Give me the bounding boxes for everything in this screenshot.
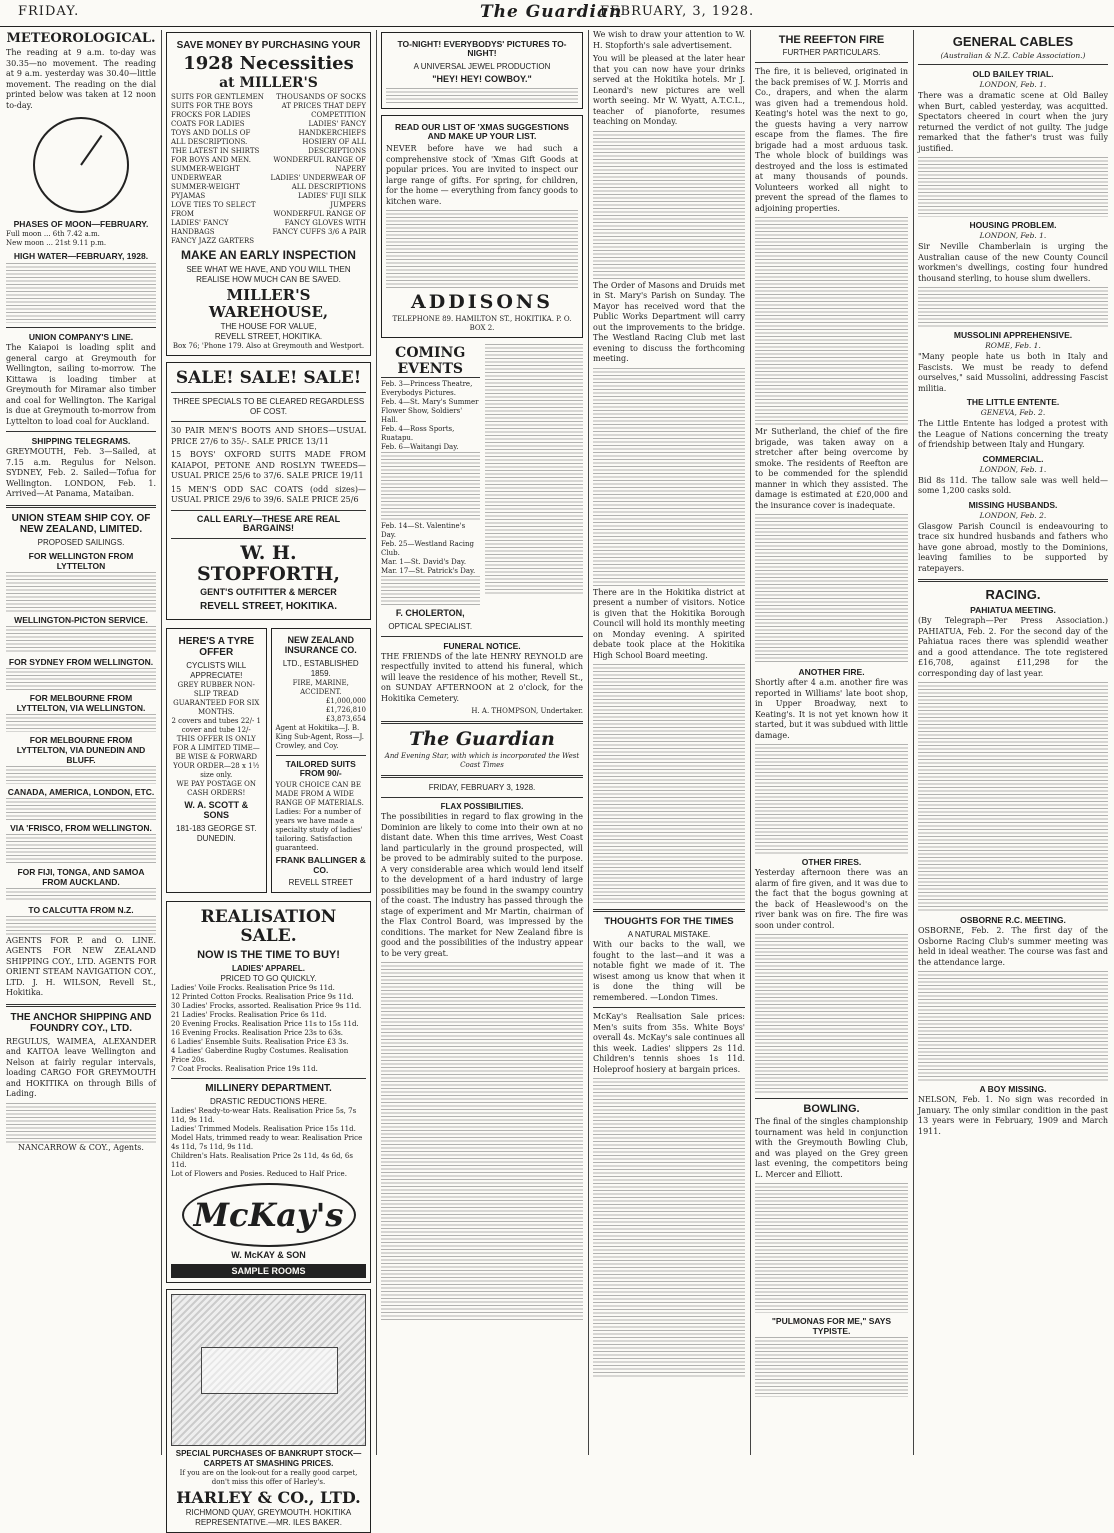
anchor-text: REGULUS, WAIMEA, ALEXANDER and KAITOA leave Wellington and Nelson at fairly regular intervals, loading CARGO FOR GREYMOUTH and HOKITIKA on through Bills of Lading. (6, 1036, 156, 1099)
sale-item: 15 MEN'S ODD SAC COATS (odd sizes)—USUAL PRICE 29/6 to 39/6. SALE PRICE 25/6 (171, 484, 366, 505)
addisons-advert (381, 115, 583, 339)
xmas-text: NEVER before have we had such a comprehensive stock of 'Xmas Gift Goods at popular prices. You are invited to inspect our large range of gifts. For spring, for children, for the home — everything from fancy goods to kitchen ware. (386, 144, 578, 206)
tyre-price: 2 covers and tubes 22/- 1 cover and tube 12/- (171, 717, 262, 735)
millers-box: Box 76; 'Phone 179. Also at Greymouth and Westport. (172, 342, 365, 351)
millinery-subtitle: DRASTIC REDUCTIONS HERE. (210, 1096, 327, 1106)
cable-dateline: ROME, Feb. 1. (985, 341, 1041, 350)
millers-right-list: THOUSANDS OF SOCKS AT PRICES THAT DEFY COMPETITION LADIES' FANCY HANDKERCHIEFS HOSIERY OF ALL DESCRIPTIONS WONDERFUL RANGE OF NAPERY LADIES' UNDERWEAR OF ALL DESCRIPTIONS LADIES' FUJI SILK JUMPERS WONDERFUL RANGE OF FANCY GLOVES WITH FANCY CUFFS 3/6 A PAIR (270, 93, 366, 237)
barometer-dial-icon (33, 117, 129, 213)
masthead (0, 0, 1114, 27)
cable-heading: COMMERCIAL. (982, 453, 1044, 464)
stopforth-name: W. H. STOPFORTH, (197, 542, 340, 586)
realisation-item: 12 Printed Cotton Frocks. Realisation Price 9s 11d. (171, 992, 354, 1001)
millers-at: at MILLER'S (219, 74, 318, 91)
column-5 (755, 30, 908, 1463)
sale-call: CALL EARLY—THESE ARE REAL BARGAINS! (196, 513, 341, 534)
column-4 (593, 30, 745, 1463)
scott-address: 181-183 GEORGE ST. DUNEDIN. (176, 823, 257, 843)
harley-name: HARLEY & CO., LTD. (176, 1487, 361, 1507)
meteorological-text: The reading at 9 a.m. to-day was 30.35—no movement. The reading at 9 a.m. yesterday was 30.40—little movement. The reading on the dial printed below was taken at 12 noon to-day. (6, 48, 156, 110)
film-subtitle: A UNIVERSAL JEWEL PRODUCTION (413, 61, 551, 71)
guardian-nameplate: The Guardian (409, 728, 555, 751)
tyre-title: HERE'S A TYRE OFFER (178, 636, 255, 659)
realisation-item: 7 Coat Frocks. Realisation Price 19s 11d. (171, 1064, 318, 1073)
event-item: Mar. 17—St. Patrick's Day. (381, 566, 476, 575)
other-fires-text: Yesterday afternoon there was an alarm of fire given, and it was due to the fact that the bogus gowning at the back of Heaslewood's on the river bank was on fire. The fire was soon under control. (755, 868, 908, 930)
insurance-figure: £3,873,654 (325, 714, 366, 723)
column-6-7-wrapper (918, 30, 1108, 1463)
agents-text: AGENTS FOR P. and O. LINE. AGENTS FOR NEW ZEALAND SHIPPING COY., LTD. AGENTS FOR ORIENT STEAM NAVIGATION COY., LTD. J. H. WILSON, Revell St., Hokitika. (6, 935, 156, 998)
film-title: TO-NIGHT! EVERYBODYS' PICTURES TO-NIGHT! (397, 39, 567, 59)
harley-text: If you are on the look-out for a really good carpet, don't miss this offer of Harley's. (179, 1468, 358, 1486)
millers-see: SEE WHAT WE HAVE, AND YOU WILL THEN REALISE HOW MUCH CAN BE SAVED. (186, 265, 351, 285)
stopforth-tagline: GENT'S OUTFITTER & MERCER (200, 587, 337, 598)
general-cables-source: (Australian & N.Z. Cable Association.) (940, 51, 1086, 60)
sailing-item: FOR SYDNEY FROM WELLINGTON. (8, 656, 154, 667)
sailing-item: TO CALCUTTA FROM N.Z. (28, 904, 134, 915)
realisation-item: 20 Evening Frocks. Realisation Price 11s to 15s 11d. (171, 1019, 359, 1028)
another-fire-text: Shortly after 4 a.m. another fire was reported in Williams' late boot shop, in Upper Broadway, next to Keating's. It is not yet known how it started, but it was subdued with little damage. (755, 678, 908, 740)
mckays-logo: McKay's (182, 1183, 356, 1247)
thoughts-heading: THOUGHTS FOR THE TIMES (604, 916, 734, 927)
sailing-item: FOR FIJI, TONGA, AND SAMOA FROM AUCKLAND. (17, 866, 145, 887)
harley-advert (166, 1289, 371, 1533)
realisation-item: 16 Evening Frocks. Realisation Price 23s to 63s. (171, 1028, 344, 1037)
millers-warehouse: MILLER'S WAREHOUSE, (208, 286, 329, 321)
other-fires-heading: OTHER FIRES. (801, 857, 862, 867)
millinery-item: Children's Hats. Realisation Price 2s 11d, 4s 6d, 6s 11d. (171, 1151, 353, 1169)
anchor-agent: NANCARROW & COY., Agents. (18, 1142, 144, 1152)
tailor-title: TAILORED SUITS FROM 90/- (285, 758, 356, 779)
funeral-heading: FUNERAL NOTICE. (443, 640, 521, 651)
insurance-agent: Agent at Hokitika—J. B. King Sub-Agent, Ross—J. Crowley, and Coy. (275, 723, 364, 750)
tyre-advert (166, 628, 267, 893)
insurance-text: FIRE, MARINE, ACCIDENT. (292, 678, 349, 696)
cholerton-name: F. CHOLERTON, (395, 607, 465, 618)
cable-dateline: LONDON, Feb. 1. (979, 464, 1047, 474)
event-item: Mar. 1—St. David's Day. (381, 557, 467, 566)
cable-text: Bid 8s 11d. The tallow sale was well held—some 1,200 casks sold. (918, 475, 1108, 495)
nz-insurance-advert (271, 628, 372, 893)
boy-missing-text: NELSON, Feb. 1. No sign was recorded in January. The only similar condition in the past 13 years were in February, 1909 and March 1911. (918, 1095, 1108, 1136)
millinery-item: Lot of Flowers and Posies. Reduced to Half Price. (171, 1169, 347, 1178)
ballinger-address: REVELL STREET (288, 878, 353, 888)
cable-text: There was a dramatic scene at Old Bailey when Burt, cabled yesterday, was acquitted. Spectators cheered in court when the jury returned the verdict of not guilty. The judge remarked that the father's trust was fully justified. (918, 91, 1108, 153)
harley-subtitle: SPECIAL PURCHASES OF BANKRUPT STOCK—CARPETS AT SMASHING PRICES. (175, 1448, 362, 1468)
pictures-advert (381, 32, 583, 109)
column-2 (166, 30, 371, 1528)
realisation-item: Ladies' Voile Frocks. Realisation Price 9s 11d. (171, 983, 335, 992)
cable-text: Sir Neville Chamberlain is urging the Australian cause of the new County Council workmen's dwellings, costing four hundred thousand sterling, to house slum dwellers. (918, 242, 1108, 283)
addisons-name: ADDISONS (411, 291, 553, 314)
masthead-date: FEBRUARY, 3, 1928. (600, 4, 755, 19)
millers-house: THE HOUSE FOR VALUE, (220, 322, 317, 332)
millinery-title: MILLINERY DEPARTMENT. (205, 1082, 332, 1094)
millers-advert (166, 32, 371, 356)
osborne-text: OSBORNE, Feb. 2. The first day of the Osborne Racing Club's summer meeting was held in ideal weather. The course was fast and the attendance large. (918, 926, 1108, 967)
xmas-title: READ OUR LIST OF 'XMAS SUGGESTIONS AND MAKE UP YOUR LIST. (395, 121, 569, 141)
cable-heading: OLD BAILEY TRIAL. (972, 69, 1054, 79)
cable-text: Glasgow Parish Council is endeavouring to trace six hundred husbands and fathers who have gone abroad, mostly to the Dominions, leaving families to be supported by ratepayers. (918, 521, 1108, 573)
scott-name: W. A. SCOTT & SONS (184, 800, 249, 820)
realisation-subtitle: NOW IS THE TIME TO BUY! (197, 948, 340, 961)
coming-events-block (381, 344, 480, 632)
guardian-subtitle: And Evening Star, with which is incorporated the West Coast Times (384, 752, 580, 770)
realisation-item: 21 Ladies' Frocks. Realisation Price 6s 11d. (171, 1010, 327, 1019)
stopforth-address: REVELL STREET, HOKITIKA. (199, 601, 338, 613)
racing-text: (By Telegraph—Per Press Association.) PAHIATUA, Feb. 2. For the second day of the Pahiatua races there was splendid weather and a good attendance. The tote registered £16,708, against £11,298 for the corresponding day of last year. (918, 616, 1108, 678)
uss-heading: UNION STEAM SHIP COY. OF NEW ZEALAND, LIMITED. (11, 512, 151, 535)
boy-missing-heading: A BOY MISSING. (979, 1084, 1047, 1094)
shipping-telegrams-text: GREYMOUTH, Feb. 3—Sailed, at 7.15 a.m. Regulus for Nelson. SYDNEY, Feb. 2. Sailed—Tofua for Wellington. LONDON, Feb. 1. Arrived—At Panama, Mataiban. (6, 447, 156, 499)
pulmonas-heading: "PULMONAS FOR ME," SAYS TYPISTE. (771, 1316, 892, 1336)
uss-subheading: PROPOSED SAILINGS. (37, 537, 125, 547)
racing-subheading: PAHIATUA MEETING. (970, 605, 1056, 615)
high-water-heading: HIGH WATER—FEBRUARY, 1928. (13, 251, 149, 262)
moon-phases-heading: PHASES OF MOON—FEBRUARY. (13, 219, 149, 230)
sailing-item: WELLINGTON-PICTON SERVICE. (14, 614, 148, 625)
event-item: Feb. 4—St. Mary's Summer Flower Show, Soldiers' Hall. (381, 397, 479, 424)
realisation-item: 6 Ladies' Ensemble Suits. Realisation Price £3 3s. (171, 1037, 349, 1046)
leader-title: FLAX POSSIBILITIES. (440, 802, 524, 812)
bowling-heading: BOWLING. (803, 1103, 860, 1115)
insurance-figure: £1,726,810 (325, 705, 366, 714)
sailing-item: CANADA, AMERICA, LONDON, ETC. (7, 786, 155, 797)
mckay-son: W. McKAY & SON (231, 1249, 306, 1260)
sample-rooms: SAMPLE ROOMS (171, 1264, 366, 1278)
tyre-text: GREY RUBBER NON-SLIP TREAD GUARANTEED FOR SIX MONTHS. (173, 681, 260, 717)
stopforth-notice: We wish to draw your attention to W. H. Stopforth's sale advertisement. (593, 30, 745, 50)
addisons-address: TELEPHONE 89. HAMILTON ST., HOKITIKA. P. O. BOX 2. (392, 315, 572, 333)
millinery-item: Ladies' Trimmed Models. Realisation Price 15s 11d. (171, 1124, 356, 1133)
sailing-item: VIA 'FRISCO, FROM WELLINGTON. (10, 822, 152, 833)
realisation-priced: PRICED TO GO QUICKLY. (220, 973, 317, 983)
reefton-fire-subheading: FURTHER PARTICULARS. (782, 48, 881, 57)
funeral-text: THE FRIENDS of the late HENRY REYNOLD are respectfully invited to attend his funeral, which will leave the residence of his mother, Revell St., on SUNDAY AFTERNOON at 2 o'clock, for the Hokitika Cemetery. (381, 651, 583, 703)
cable-heading: MISSING HUSBANDS. (968, 499, 1058, 510)
moon-row: New moon ... 21st 9.11 p.m. (6, 239, 107, 248)
tyre-postage: WE PAY POSTAGE ON CASH ORDERS! (176, 780, 257, 798)
shipping-telegrams-heading: SHIPPING TELEGRAMS. (31, 436, 131, 447)
reefton-fire-text: The fire, it is believed, originated in the back premises of W. J. Morris and Co., drapers, and when the alarm was given had a tremendous hold. Keating's hotel was the next to go, the guests having a very narrow escape from the flames. The fire brigade had a most arduous task. The whole block of buildings was destroyed and the loss is estimated at many thousands of pounds. Volunteers worked all night to prevent the spread of the flames to adjoining properties. (755, 67, 908, 213)
carpet-illustration (171, 1294, 366, 1446)
realisation-sale-advert (166, 901, 371, 1282)
sale-subtitle: THREE SPECIALS TO BE CLEARED REGARDLESS OF COST. (172, 397, 365, 417)
reefton-fire-text: Mr Sutherland, the chief of the fire brigade, was taken away on a stretcher after being overcome by smoke. The residents of Reefton are to be commended for the splendid manner in which they assisted. The damage is estimated at £20,000 and the insurance cover is inadequate. (755, 427, 908, 510)
cable-heading: THE LITTLE ENTENTE. (966, 397, 1060, 407)
millinery-item: Ladies' Ready-to-wear Hats. Realisation Price 5s, 7s 11d, 9s 11d. (171, 1106, 357, 1124)
osborne-heading: OSBORNE R.C. MEETING. (960, 915, 1066, 925)
ballinger-name: FRANK BALLINGER & CO. (275, 855, 366, 875)
coming-events-heading: COMING EVENTS (381, 346, 480, 378)
event-item: Feb. 25—Westland Racing Club. (381, 539, 475, 557)
column-3 (381, 30, 583, 1463)
sale-title: SALE! SALE! SALE! (175, 368, 362, 389)
realisation-title: REALISATION SALE. (200, 907, 337, 946)
leader-date: FRIDAY, FEBRUARY 3, 1928. (428, 783, 536, 793)
local-news: There are in the Hokitika district at present a number of visitors. Notice is given that the Hokitika Borough Council will hold its monthly meeting on Monday evening. A spirited debate took place at the Hokitika High School Board meeting. (593, 587, 745, 660)
realisation-item: 4 Ladies' Gaberdine Rugby Costumes. Realisation Price 20s. (171, 1046, 349, 1064)
cable-dateline: LONDON, Feb. 1. (979, 80, 1047, 89)
masthead-paper-name: The Guardian (480, 2, 623, 22)
film-name: "HEY! HEY! COWBOY." (432, 73, 532, 84)
general-cables-heading: GENERAL CABLES (952, 34, 1074, 49)
realisation-ladies: LADIES' APPAREL. (231, 963, 306, 973)
tailor-text: YOUR CHOICE CAN BE MADE FROM A WIDE RANGE OF MATERIALS. Ladies: For a number of years we have made a specialty study of ladies' tailoring. Satisfaction guaranteed. (275, 781, 364, 853)
tyre-limit: THIS OFFER IS ONLY FOR A LIMITED TIME—BE WISE & FORWARD YOUR ORDER—28 x 1½ size only. (172, 735, 260, 780)
thoughts-subheading: A NATURAL MISTAKE. (627, 930, 711, 940)
sailing-item: FOR MELBOURNE FROM LYTTELTON, VIA WELLINGTON. (16, 692, 146, 713)
small-ads: McKay's Realisation Sale prices: Men's suits from 35s. White Boys' overall 4s. McKay's sale continues all this week. Ladies' slippers 2s 11d. Children's tennis shoes 1s 11d. Holeproof hosiery at bargain prices. (593, 1012, 745, 1074)
sailing-item: FOR WELLINGTON FROM LYTTELTON (28, 550, 134, 571)
bowling-text: The final of the singles championship tournament was held in conjunction with the Greymouth Bowling Club, and was played on the Grey green last evening, the competitors being L. Mercer and Elliott. (755, 1117, 908, 1179)
anchor-heading: THE ANCHOR SHIPPING AND FOUNDRY COY., LTD. (10, 1011, 152, 1034)
insurance-title: NEW ZEALAND INSURANCE CO. (284, 635, 357, 655)
cable-dateline: GENEVA, Feb. 2. (980, 408, 1046, 417)
sale-item: 15 BOYS' OXFORD SUITS MADE FROM KAIAPOI, PETONE AND ROSLYN TWEEDS—USUAL PRICE 25/6 to 37/6. SALE PRICE 19/11 (171, 450, 366, 481)
cholerton-subtitle: OPTICAL SPECIALIST. (388, 621, 473, 631)
meteorological-heading: METEOROLOGICAL. (6, 31, 156, 46)
racing-heading: RACING. (985, 587, 1041, 602)
union-company-heading: UNION COMPANY'S LINE. (28, 332, 134, 343)
millers-title: SAVE MONEY BY PURCHASING YOUR (176, 40, 361, 51)
local-notices: You will be pleased at the later hear that you can now have your drinks served at the Hokitika hotels. Mr J. Leonard's new pictures are well worth seeing. Mr W. Wyatt, A.T.C.L., teacher of pianoforte, resumes teaching on Monday. (593, 54, 745, 126)
sailing-item: FOR MELBOURNE FROM LYTTELTON, VIA DUNEDIN AND BLUFF. (16, 734, 146, 765)
millers-headline: 1928 Necessities (183, 53, 354, 74)
realisation-item: 30 Ladies' Frocks, assorted. Realisation Price 9s 11d. (171, 1001, 362, 1010)
cable-text: "Many people hate us both in Italy and Fascists. We must be ready to defend ourselves," said Mussolini, addressing Fascist militia. (918, 352, 1108, 393)
leader-text: The possibilities in regard to flax growing in the Dominion are likely to come into their own at no distant date. When this time arrives, West Coast land particularly in the ground prospected, will be proved to be admirably suited to the purpose. A very considerable area which would lend itself to the development of a hard industry of large possibilities may be found in the swampy country of the coast. The industry has passed through the stage of experiment and Mr Martin, chairman of the Flax Control Board, was impressed by the conditions. The market for New Zealand fibre is good and the possibilities of the industry appear to be very great. (381, 812, 583, 958)
sale-item: 30 PAIR MEN'S BOOTS AND SHOES—USUAL PRICE 27/6 to 35/-. SALE PRICE 13/11 (171, 426, 366, 446)
event-item: Feb. 14—St. Valentine's Day. (381, 521, 466, 539)
another-fire-heading: ANOTHER FIRE. (798, 667, 865, 677)
column-1 (6, 30, 156, 1463)
cable-dateline: LONDON, Feb. 1. (979, 231, 1047, 240)
local-news: The Order of Masons and Druids met in St. Mary's Parish on Sunday. The Mayor has received word that the Public Works Department will carry out the improvements to the bridge. The Westland Racing Club met last evening to discuss the forthcoming meeting. (593, 280, 745, 363)
insurance-figure: £1,000,000 (325, 696, 366, 705)
millers-address: REVELL STREET, HOKITIKA. (214, 332, 323, 342)
millinery-item: Model Hats, trimmed ready to wear. Realisation Price 4s 11d, 7s 11d, 9s 11d. (171, 1133, 363, 1151)
moon-row: Full moon ... 6th 7.42 a.m. (6, 230, 100, 239)
insurance-subtitle: LTD., ESTABLISHED 1859. (282, 658, 359, 678)
union-company-text: The Kaiapoi is loading split and general cargo at Greymouth for Wellington, sailing to-morrow. The Kittawa is loading timber at Greymouth for Miramar also timber and coal for Wellington. The Karigal is due at Greymouth to-morrow from Lyttelton to load coal for Auckland. (6, 343, 156, 426)
harley-address: RICHMOND QUAY, GREYMOUTH. HOKITIKA REPRESENTATIVE.—MR. ILES BAKER. (185, 1508, 352, 1528)
reefton-fire-heading: THE REEFTON FIRE (778, 34, 885, 46)
cable-heading: MUSSOLINI APPREHENSIVE. (953, 330, 1073, 340)
stopforth-advert (166, 362, 371, 620)
community-notes (485, 344, 584, 632)
event-item: Feb. 4—Ross Sports, Ruatapu. (381, 424, 455, 442)
cable-dateline: LONDON, Feb. 2. (979, 510, 1047, 520)
masthead-day: FRIDAY. (18, 4, 80, 19)
tyre-subtitle: CYCLISTS WILL APPRECIATE! (186, 661, 247, 681)
thoughts-text: With our backs to the wall, we fought to the last—and it was a notable fight we made of it. The wisest among us know that when it is done the thing will be remembered. —London Times. (593, 940, 745, 1002)
cable-text: The Little Entente has lodged a protest with the League of Nations concerning the treaty of friendship between Italy and Hungary. (918, 419, 1108, 449)
millers-left-list: SUITS FOR GENTLEMEN SUITS FOR THE BOYS FROCKS FOR LADIES COATS FOR LADIES TOYS AND DOLLS OF ALL DESCRIPTIONS. THE LATEST IN SHIRTS FOR BOYS AND MEN. SUMMER-WEIGHT UNDERWEAR SUMMER-WEIGHT PYJAMAS LOVE TIES TO SELECT FROM LADIES' FANCY HANDBAGS FANCY JAZZ GARTERS (171, 93, 264, 246)
tide-table (6, 263, 156, 323)
undertaker: H. A. THOMPSON, Undertaker. (471, 707, 583, 716)
event-item: Feb. 3—Princess Theatre, Everybodys Pictures. (381, 379, 473, 397)
column-7 (918, 30, 1108, 1463)
millers-make: MAKE AN EARLY INSPECTION (181, 248, 356, 263)
event-item: Feb. 6—Waitangi Day. (381, 442, 459, 451)
cable-heading: HOUSING PROBLEM. (969, 220, 1057, 230)
